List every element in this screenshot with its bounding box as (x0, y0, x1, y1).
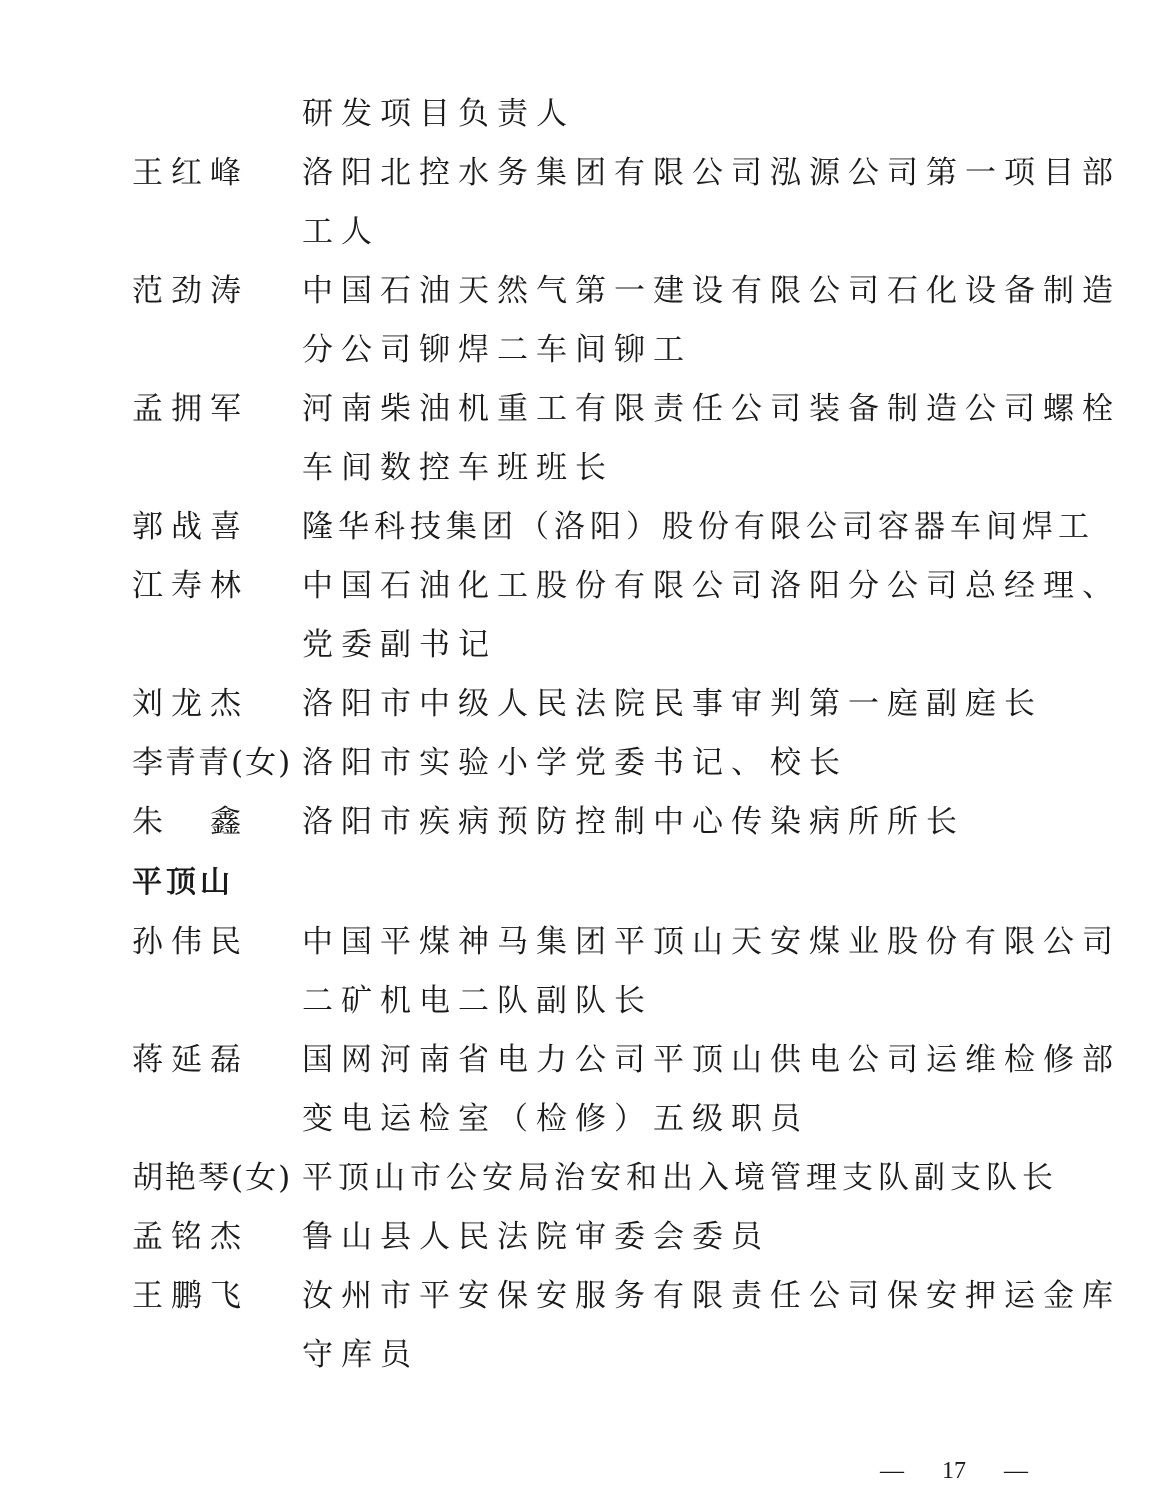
entry-line: 汝州市平安保安服务有限责任公司保安押运金库 (302, 1278, 1121, 1314)
person-name: 孟铭杰 (132, 1219, 249, 1255)
entry-line: 洛阳市疾病预防控制中心传染病所所长 (302, 804, 965, 840)
page-number-value: 17 (942, 1458, 966, 1484)
entry-line: 中国石油天然气第一建设有限公司石化设备制造 (302, 273, 1121, 309)
entry-line: 变电运检室（检修）五级职员 (302, 1101, 809, 1137)
page-number-dash-right: — (1004, 1458, 1028, 1484)
entry-line: 洛阳市中级人民法院民事审判第一庭副庭长 (302, 686, 1043, 722)
person-name: 王红峰 (132, 155, 249, 191)
entry-line: 中国石油化工股份有限公司洛阳分公司总经理、 (302, 568, 1121, 604)
section-heading: 平顶山 (132, 865, 234, 900)
person-name: 郭战喜 (132, 509, 249, 545)
entry-line: 车间数控车班班长 (302, 450, 614, 486)
entry-line: 研发项目负责人 (302, 96, 575, 132)
person-name: 孙伟民 (132, 924, 249, 960)
entry-line: 守库员 (302, 1337, 419, 1373)
entry-line: 鲁山县人民法院审委会委员 (302, 1219, 770, 1255)
entry-line: 工人 (302, 214, 380, 250)
entry-line: 洛阳市实验小学党委书记、校长 (302, 745, 848, 781)
person-name: 王鹏飞 (132, 1278, 249, 1314)
person-name: 李青青(女) (132, 745, 293, 781)
entry-line: 洛阳北控水务集团有限公司泓源公司第一项目部 (302, 155, 1121, 191)
page-number-dash-left: — (880, 1458, 904, 1484)
person-name: 朱 鑫 (132, 804, 249, 840)
entry-line: 党委副书记 (302, 627, 497, 663)
person-name: 江寿林 (132, 568, 249, 604)
entry-line: 分公司铆焊二车间铆工 (302, 332, 692, 368)
entry-line: 平顶山市公安局治安和出入境管理支队副支队长 (302, 1160, 1058, 1196)
entry-line: 国网河南省电力公司平顶山供电公司运维检修部 (302, 1042, 1121, 1078)
page-number (880, 1456, 1028, 1486)
entry-line: 河南柴油机重工有限责任公司装备制造公司螺栓 (302, 391, 1121, 427)
person-name: 范劲涛 (132, 273, 249, 309)
entry-line: 中国平煤神马集团平顶山天安煤业股份有限公司 (302, 924, 1121, 960)
person-name: 孟拥军 (132, 391, 249, 427)
entry-line: 隆华科技集团（洛阳）股份有限公司容器车间焊工 (302, 509, 1094, 545)
person-name: 胡艳琴(女) (132, 1160, 293, 1196)
person-name: 蒋延磊 (132, 1042, 249, 1078)
entry-line: 二矿机电二队副队长 (302, 983, 653, 1019)
person-name: 刘龙杰 (132, 686, 249, 722)
